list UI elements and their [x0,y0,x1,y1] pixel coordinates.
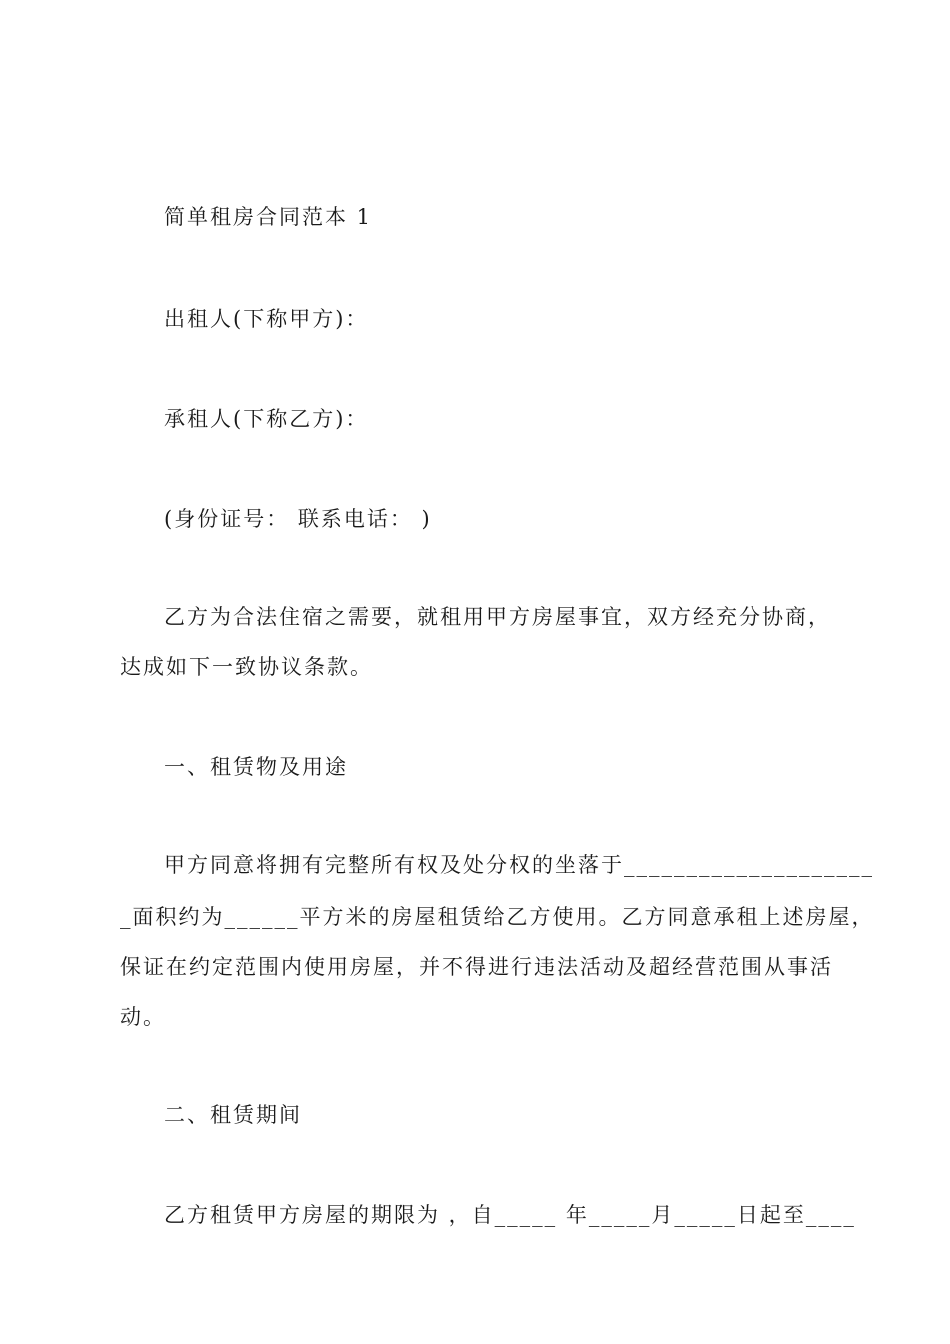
section1-paragraph-line: 动。 [120,1005,166,1029]
section2-paragraph-line: 乙方租赁甲方房屋的期限为 ，自_____ 年_____月_____日起至____ [164,1203,856,1227]
section1-paragraph-line: _面积约为______平方米的房屋租赁给乙方使用。乙方同意承租上述房屋， [120,905,875,929]
lessor-line: 出租人(下称甲方)： [164,307,369,331]
intro-paragraph-line: 达成如下一致协议条款。 [120,655,373,679]
intro-paragraph-line: 乙方为合法住宿之需要，就租用甲方房屋事宜，双方经充分协商， [164,605,831,629]
section1-paragraph-line: 保证在约定范围内使用房屋，并不得进行违法活动及超经营范围从事活 [120,955,833,979]
id-contact-line: (身份证号： 联系电话： ) [164,507,432,531]
section-heading: 一、租赁物及用途 [164,755,348,779]
document-title: 简单租房合同范本 1 [164,205,373,229]
section1-paragraph-line: 甲方同意将拥有完整所有权及处分权的坐落于____________________ [164,853,874,877]
section-heading: 二、租赁期间 [164,1103,302,1127]
lessee-line: 承租人(下称乙方)： [164,407,369,431]
